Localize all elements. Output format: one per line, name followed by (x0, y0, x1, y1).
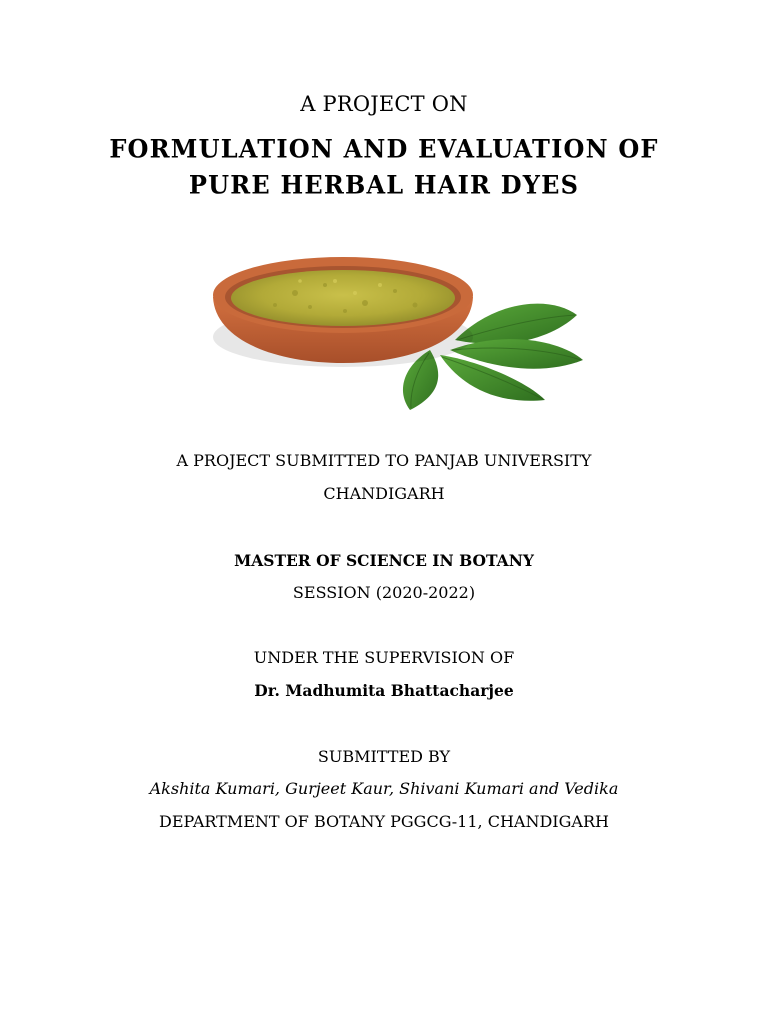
supervisor-name: Dr. Madhumita Bhattacharjee (254, 681, 514, 700)
project-title-line-2: PURE HERBAL HAIR DYES (188, 169, 580, 200)
supervision-label: UNDER THE SUPERVISION OF (253, 648, 515, 667)
project-title-line-1: FORMULATION AND EVALUATION OF (109, 133, 659, 164)
author-names: Akshita Kumari, Gurjeet Kaur, Shivani Kumari and Vedika (149, 779, 619, 798)
degree-name: MASTER OF SCIENCE IN BOTANY (234, 551, 534, 570)
session-years: SESSION (2020-2022) (292, 583, 476, 602)
department-name: DEPARTMENT OF BOTANY PGGCG-11, CHANDIGARH (159, 812, 609, 831)
submitted-by-label: SUBMITTED BY (317, 747, 451, 766)
henna-powder-bowl-icon (205, 245, 585, 415)
submitted-to-line-2: CHANDIGARH (323, 484, 445, 503)
project-intro: A PROJECT ON (300, 92, 468, 116)
submitted-to-line-1: A PROJECT SUBMITTED TO PANJAB UNIVERSITY (176, 451, 592, 470)
